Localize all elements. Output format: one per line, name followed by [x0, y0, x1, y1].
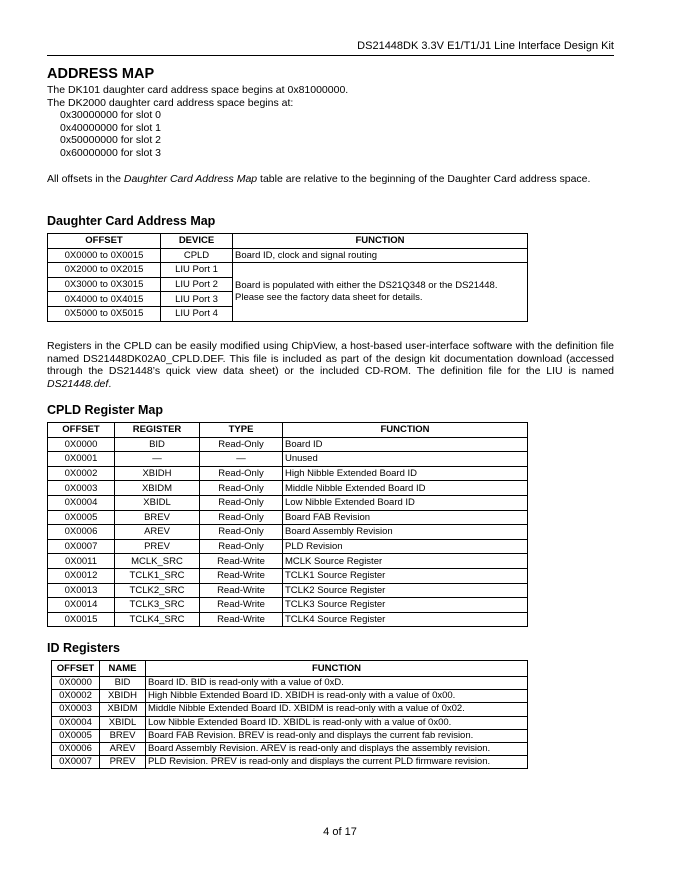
cell-device: CPLD — [161, 248, 233, 263]
cell-offset: 0X0006 — [48, 525, 115, 540]
table-row — [52, 703, 528, 716]
section-heading-address-map: ADDRESS MAP — [47, 66, 155, 82]
cell-type: Read-Write — [200, 583, 283, 598]
section-heading-cpld-map: CPLD Register Map — [47, 403, 163, 417]
cell-offset: 0X0002 — [48, 466, 115, 481]
slot-item: 0x30000000 for slot 0 — [60, 109, 161, 122]
id-registers-table — [51, 660, 528, 769]
table-row — [48, 495, 528, 510]
cell-offset: 0X5000 to 0X5015 — [48, 306, 161, 321]
table-row — [48, 248, 528, 263]
registers-text-pre: Registers in the CPLD can be easily modified using ChipView, a host-based user-interface software with the definition file named DS21448DK02A0_CPLD.DEF. This file is included as part of the design kit documentation download (accessed through the DS21448’s quick view data sheet) or the included CD-ROM. The definition file for the LIU is named — [47, 340, 614, 378]
cell-register: XBIDL — [115, 495, 200, 510]
cell-device: LIU Port 4 — [161, 306, 233, 321]
document-header-title: DS21448DK 3.3V E1/T1/J1 Line Interface Design Kit — [357, 40, 614, 52]
table-row — [48, 263, 528, 278]
cell-register: AREV — [115, 525, 200, 540]
col-header-device: DEVICE — [161, 234, 233, 249]
address-line-dk2000: The DK2000 daughter card address space begins at: — [47, 96, 294, 109]
cell-offset: 0X0005 — [52, 729, 100, 742]
cell-type: Read-Only — [200, 539, 283, 554]
table-row — [48, 539, 528, 554]
cell-function: Board FAB Revision. BREV is read-only and displays the current fab revision. — [146, 729, 528, 742]
cell-offset: 0X0001 — [48, 452, 115, 467]
cell-function: Board Assembly Revision — [283, 525, 528, 540]
header-rule — [47, 55, 614, 56]
offsets-paragraph — [47, 173, 597, 186]
cell-name: AREV — [100, 742, 146, 755]
offsets-text-post: table are relative to the beginning of the Daughter Card address space. — [257, 173, 591, 185]
registers-text-post: . — [108, 377, 112, 390]
table-row — [48, 481, 528, 496]
table-row — [48, 554, 528, 569]
cell-offset: 0X0002 — [52, 690, 100, 703]
table-row — [48, 598, 528, 613]
table-row — [48, 583, 528, 598]
col-header-offset: OFFSET — [48, 234, 161, 249]
cell-offset: 0X0015 — [48, 612, 115, 627]
cell-function: PLD Revision — [283, 539, 528, 554]
cell-function: TCLK2 Source Register — [283, 583, 528, 598]
cell-type: Read-Only — [200, 495, 283, 510]
table-row — [48, 452, 528, 467]
page-number: 4 of 17 — [323, 826, 357, 838]
cell-function: Board ID — [283, 437, 528, 452]
cell-function-liu: Board is populated with either the DS21Q348 or the DS21448. Please see the factory data sheet for details. — [233, 263, 528, 321]
cell-function: TCLK3 Source Register — [283, 598, 528, 613]
cell-function: Low Nibble Extended Board ID — [283, 495, 528, 510]
cell-offset: 0X0004 — [48, 495, 115, 510]
cell-function: Board FAB Revision — [283, 510, 528, 525]
offsets-text-em: Daughter Card Address Map — [123, 173, 258, 185]
cell-offset: 0X0012 — [48, 568, 115, 583]
cell-function: TCLK4 Source Register — [283, 612, 528, 627]
cell-offset: 0X0003 — [52, 703, 100, 716]
table-row — [48, 510, 528, 525]
table-row — [48, 612, 528, 627]
cell-offset: 0X0006 — [52, 742, 100, 755]
cell-offset: 0X0007 — [48, 539, 115, 554]
col-header-function: FUNCTION — [146, 661, 528, 677]
cell-function: Board ID, clock and signal routing — [233, 248, 528, 263]
cell-offset: 0X2000 to 0X2015 — [48, 263, 161, 278]
cell-offset: 0X0005 — [48, 510, 115, 525]
cell-function: Middle Nibble Extended Board ID — [283, 481, 528, 496]
daughter-card-address-table — [47, 233, 528, 322]
cell-offset: 0X0011 — [48, 554, 115, 569]
cell-register: BID — [115, 437, 200, 452]
cell-register: XBIDH — [115, 466, 200, 481]
cell-function: Board Assembly Revision. AREV is read-only and displays the assembly revision. — [146, 742, 528, 755]
table-row — [48, 568, 528, 583]
col-header-function: FUNCTION — [233, 234, 528, 249]
col-header-name: NAME — [100, 661, 146, 677]
cell-register: TCLK1_SRC — [115, 568, 200, 583]
cell-device: LIU Port 3 — [161, 292, 233, 307]
registers-text-em: DS21448.def — [47, 377, 109, 390]
cell-offset: 0X0000 — [48, 437, 115, 452]
cell-name: PREV — [100, 756, 146, 769]
cell-function: TCLK1 Source Register — [283, 568, 528, 583]
cell-type: Read-Only — [200, 437, 283, 452]
cell-offset: 0X4000 to 0X4015 — [48, 292, 161, 307]
table-row — [48, 466, 528, 481]
table-row — [52, 742, 528, 755]
cell-register: — — [115, 452, 200, 467]
table-row — [52, 690, 528, 703]
col-header-register: REGISTER — [115, 423, 200, 438]
cell-offset: 0X0007 — [52, 756, 100, 769]
cell-type: Read-Only — [200, 466, 283, 481]
address-map-intro — [47, 84, 348, 160]
table-header-row — [48, 234, 528, 249]
cell-register: XBIDM — [115, 481, 200, 496]
cell-function: Low Nibble Extended Board ID. XBIDL is read-only with a value of 0x00. — [146, 716, 528, 729]
table-header-row — [48, 423, 528, 438]
offsets-text-pre: All offsets in the — [47, 173, 124, 185]
slot-list — [47, 109, 348, 159]
table-row — [52, 716, 528, 729]
cell-device: LIU Port 2 — [161, 277, 233, 292]
slot-item: 0x60000000 for slot 3 — [60, 146, 161, 159]
cell-name: XBIDL — [100, 716, 146, 729]
cell-name: BREV — [100, 729, 146, 742]
col-header-type: TYPE — [200, 423, 283, 438]
cell-name: XBIDH — [100, 690, 146, 703]
cell-function: High Nibble Extended Board ID. XBIDH is read-only with a value of 0x00. — [146, 690, 528, 703]
cell-type: Read-Only — [200, 481, 283, 496]
cell-offset: 0X0004 — [52, 716, 100, 729]
cell-type: Read-Write — [200, 554, 283, 569]
cell-register: TCLK4_SRC — [115, 612, 200, 627]
table-row — [48, 525, 528, 540]
cell-offset: 0X0000 to 0X0015 — [48, 248, 161, 263]
table-header-row — [52, 661, 528, 677]
slot-item: 0x40000000 for slot 1 — [60, 121, 161, 134]
registers-paragraph — [47, 340, 614, 390]
cell-offset: 0X0014 — [48, 598, 115, 613]
col-header-offset: OFFSET — [48, 423, 115, 438]
cell-function: High Nibble Extended Board ID — [283, 466, 528, 481]
cell-function: Board ID. BID is read-only with a value of 0xD. — [146, 677, 528, 690]
cell-type: Read-Write — [200, 598, 283, 613]
cell-function: Middle Nibble Extended Board ID. XBIDM is read-only with a value of 0x02. — [146, 703, 528, 716]
cell-type: Read-Write — [200, 568, 283, 583]
section-heading-id-registers: ID Registers — [47, 641, 120, 655]
table-row — [52, 677, 528, 690]
cell-name: BID — [100, 677, 146, 690]
table-row — [52, 756, 528, 769]
cpld-register-table — [47, 422, 528, 627]
cell-register: TCLK3_SRC — [115, 598, 200, 613]
cell-register: PREV — [115, 539, 200, 554]
cell-type: Read-Only — [200, 510, 283, 525]
cell-function: MCLK Source Register — [283, 554, 528, 569]
col-header-function: FUNCTION — [283, 423, 528, 438]
cell-offset: 0X0013 — [48, 583, 115, 598]
cell-type: Read-Only — [200, 525, 283, 540]
cell-register: MCLK_SRC — [115, 554, 200, 569]
cell-type: — — [200, 452, 283, 467]
cell-offset: 0X0003 — [48, 481, 115, 496]
cell-type: Read-Write — [200, 612, 283, 627]
section-heading-daughter-map: Daughter Card Address Map — [47, 214, 216, 228]
cell-offset: 0X3000 to 0X3015 — [48, 277, 161, 292]
cell-register: BREV — [115, 510, 200, 525]
cell-register: TCLK2_SRC — [115, 583, 200, 598]
cell-offset: 0X0000 — [52, 677, 100, 690]
cell-name: XBIDM — [100, 703, 146, 716]
address-line-dk101: The DK101 daughter card address space begins at 0x81000000. — [47, 84, 349, 96]
cell-function: Unused — [283, 452, 528, 467]
table-row — [52, 729, 528, 742]
cell-function: PLD Revision. PREV is read-only and displays the current PLD firmware revision. — [146, 756, 528, 769]
table-row — [48, 437, 528, 452]
col-header-offset: OFFSET — [52, 661, 100, 677]
slot-item: 0x50000000 for slot 2 — [60, 134, 161, 147]
cell-device: LIU Port 1 — [161, 263, 233, 278]
